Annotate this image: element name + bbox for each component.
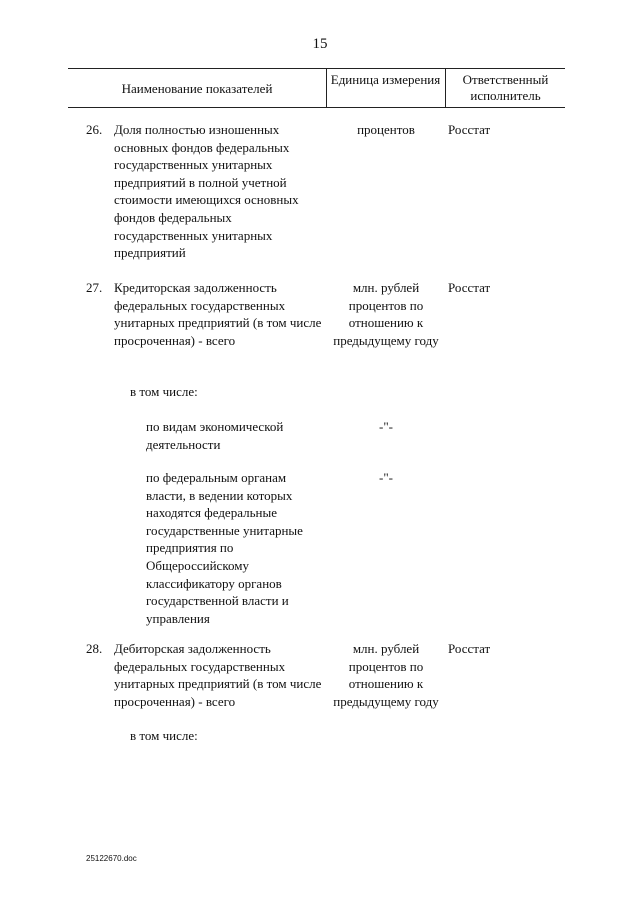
responsible-party: Росстат [448,122,491,137]
indicator-name: Дебиторская задолженность федеральных государственных унитарных предприятий (в том числе просроченная) - всего [114,641,322,709]
sub-indicator-name: по федеральным органам власти, в ведении которых находятся федеральные государственные унитарные предприятия по Общероссийскому классификатору органов государственной власти и управления [146,470,303,626]
header-divider [326,69,327,107]
responsible-party: Росстат [448,280,491,295]
table-header [68,68,565,108]
document-filename: 25122670.doc [86,854,137,863]
unit-of-measure: процентов [357,122,415,137]
sub-unit-ditto: -"- [379,470,393,485]
row-number: 28. [86,641,103,656]
sub-unit-ditto: -"- [379,419,393,434]
indicator-name: Доля полностью изношенных основных фондов федеральных государственных унитарных предприятий в полной учетной стоимости имеющихся основных фондов федеральных государственных унитарных предприятий [114,122,299,261]
responsible-party: Росстат [448,641,491,656]
subheading: в том числе: [130,728,198,743]
header-unit-column: Единица измерения [330,72,441,87]
header-name-column: Наименование показателей [121,81,273,96]
row-number: 27. [86,280,103,295]
indicator-name: Кредиторская задолженность федеральных государственных унитарных предприятий (в том числе просроченная) - всего [114,280,322,348]
header-responsible-column: Ответственный исполнитель [462,72,549,103]
unit-of-measure: млн. рублей процентов по отношению к предыдущему году [333,280,439,348]
subheading: в том числе: [130,384,198,399]
sub-indicator-name: по видам экономической деятельности [146,419,284,452]
page-number: 15 [312,36,328,52]
unit-of-measure: млн. рублей процентов по отношению к предыдущему году [333,641,439,709]
row-number: 26. [86,122,103,137]
